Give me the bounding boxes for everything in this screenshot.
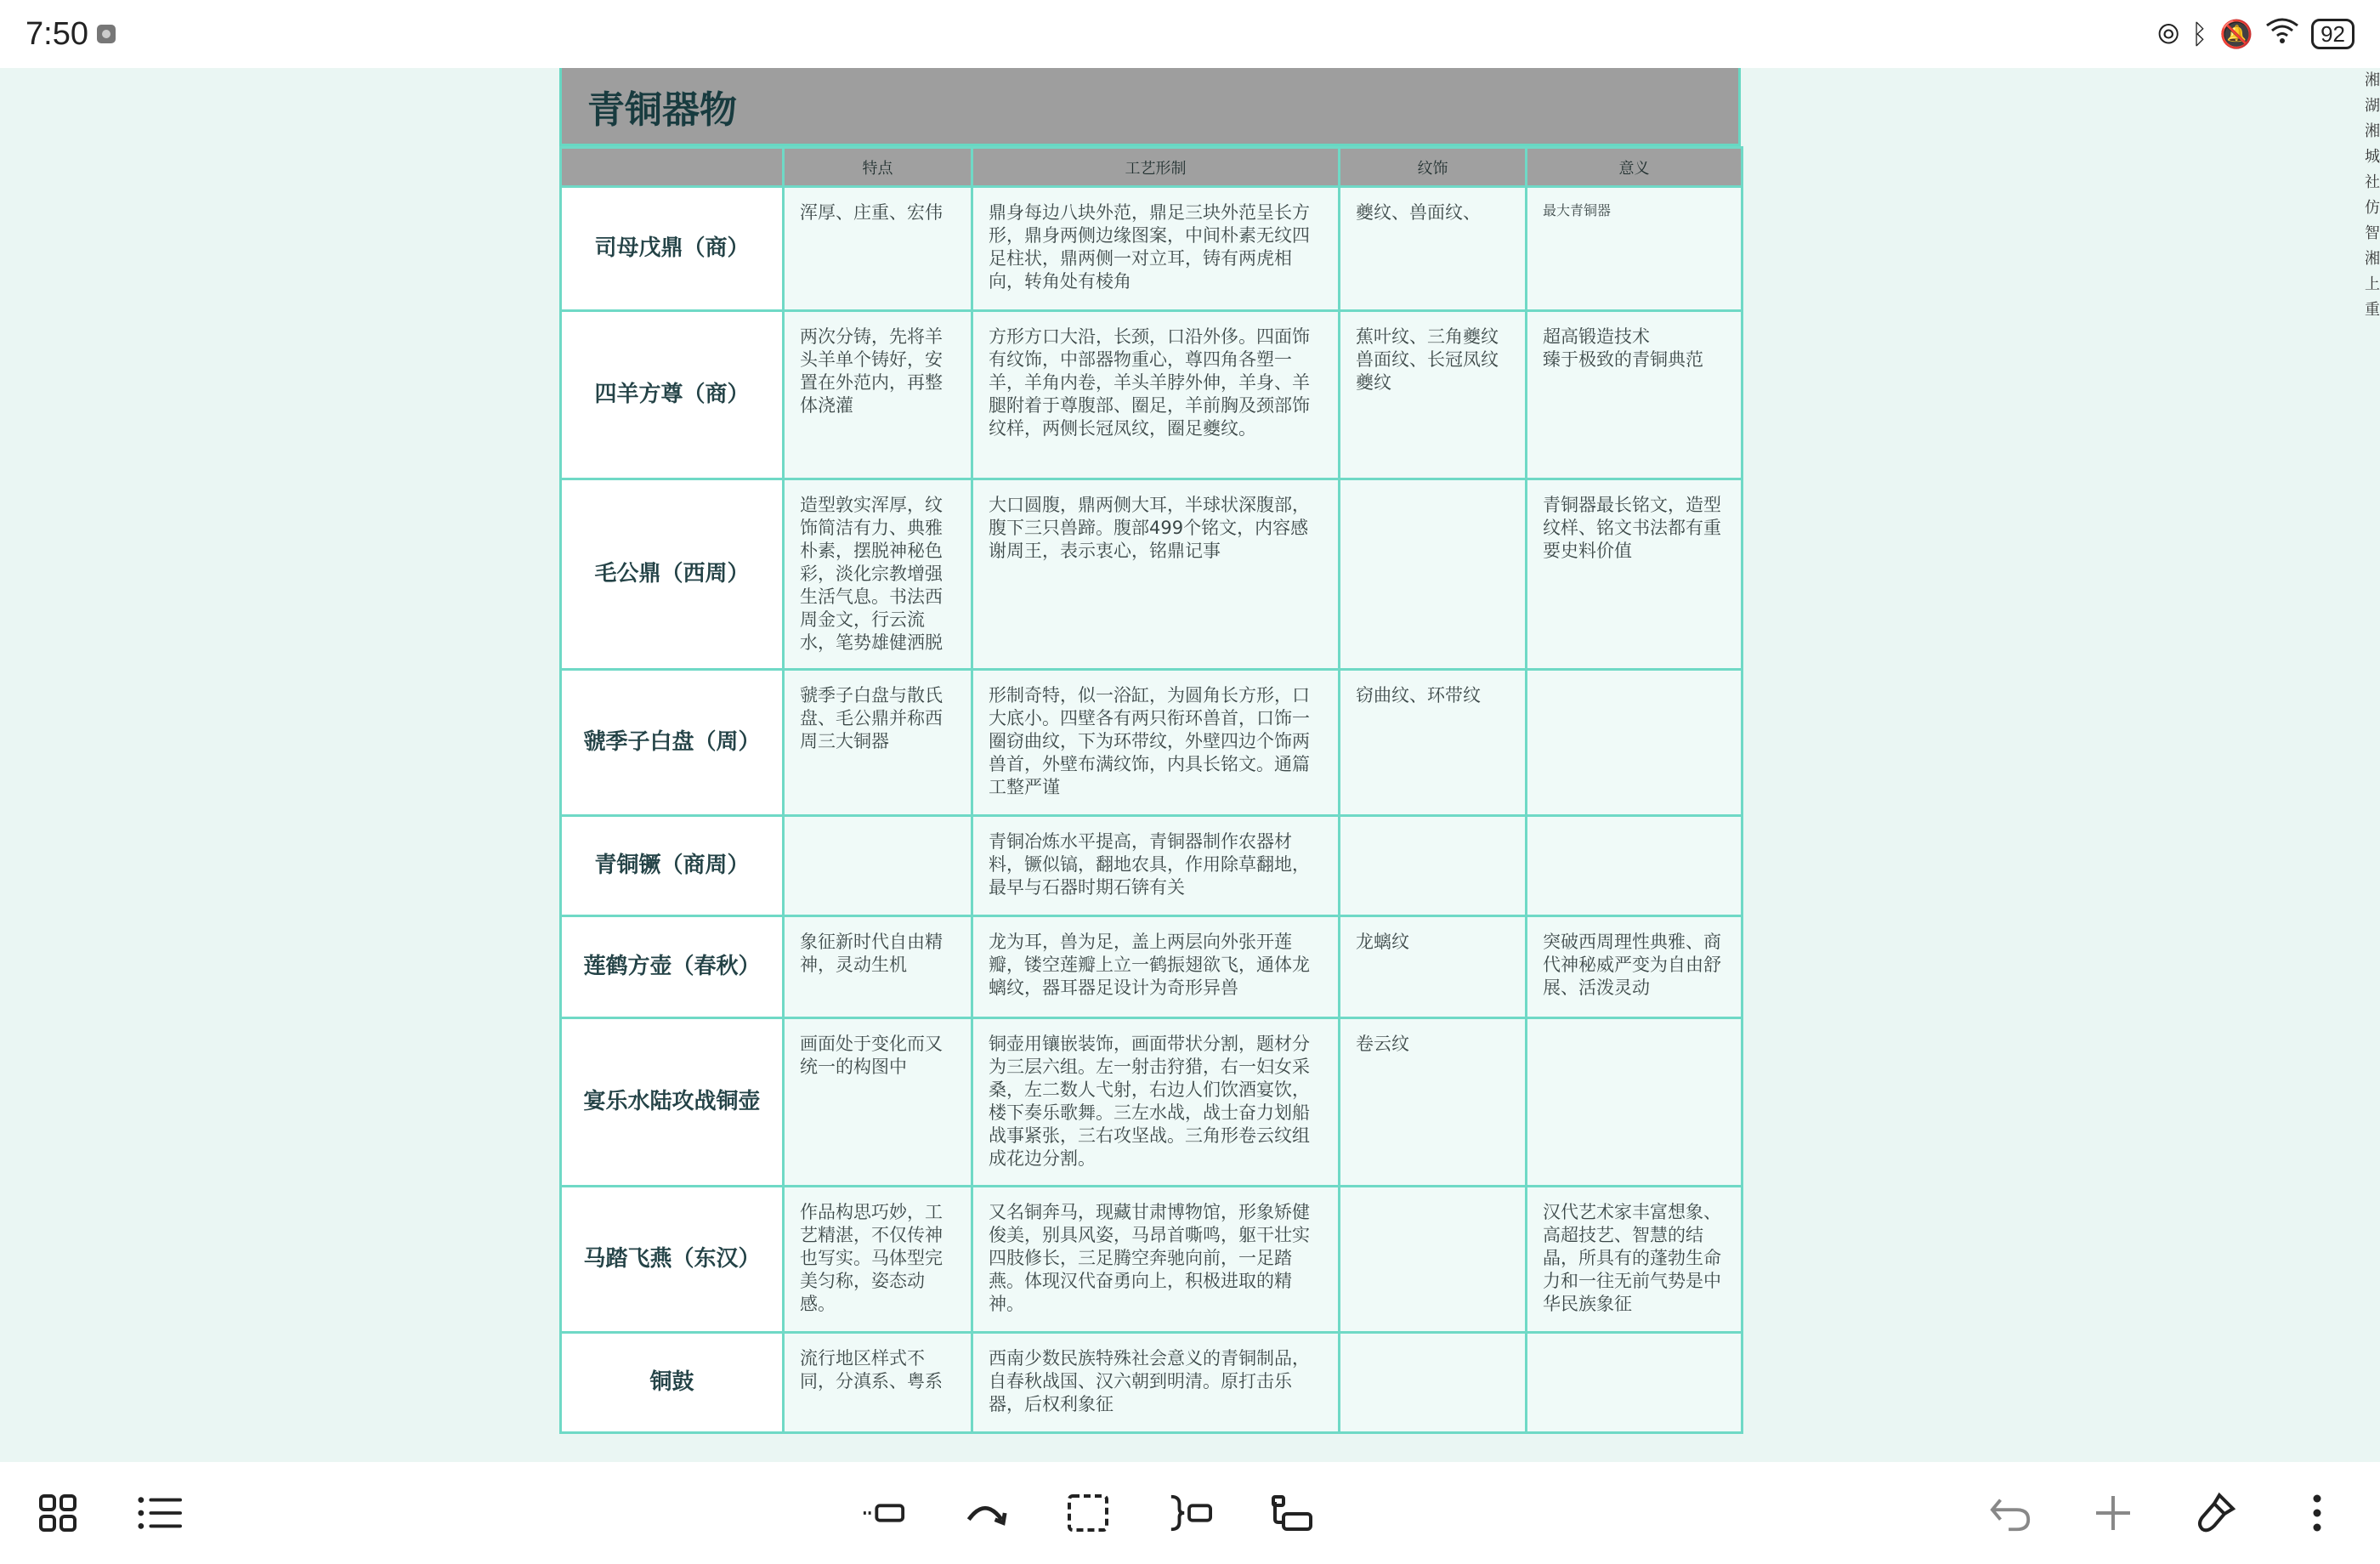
more-icon[interactable] [2295,1491,2339,1535]
row-name-cell[interactable]: 四羊方尊（商） [561,311,784,479]
pattern-cell[interactable]: 蕉叶纹、三角夔纹兽面纹、长冠凤纹夔纹 [1340,311,1527,479]
row-name-cell[interactable]: 青铜镢（商周） [561,816,784,916]
page-title: 青铜器物 [587,88,737,132]
mindmap-canvas[interactable] [0,68,2380,1462]
meaning-cell[interactable]: 突破西周理性典雅、商代神秘威严变为自由舒展、活泼灵动 [1527,916,1742,1018]
pattern-cell[interactable] [1340,1187,1527,1333]
table-row [561,1333,1742,1433]
table-row [561,187,1742,311]
craft-cell[interactable]: 铜壶用镶嵌装饰，画面带状分割，题材分为三层六组。左一射击狩猎，右一妇女采桑，左二数人弋射，右边人们饮酒宴饮，楼下奏乐歌舞。三左水战，战士奋力划船战事紧张，三右攻坚战。三角形卷云纹组成花边分割。 [972,1018,1340,1187]
meaning-cell[interactable] [1527,1333,1742,1433]
pattern-cell[interactable] [1340,479,1527,670]
feature-cell[interactable]: 象征新时代自由精神，灵动生机 [784,916,972,1018]
list-view-icon[interactable] [138,1491,182,1535]
selection-box-icon[interactable] [1066,1491,1110,1535]
meaning-cell[interactable]: 青铜器最长铭文，造型纹样、铭文书法都有重要史料价值 [1527,479,1742,670]
nfc-icon: ⦾ [2157,17,2180,50]
header-cell: 工艺形制 [972,148,1340,187]
feature-cell[interactable]: 画面处于变化而又统一的构图中 [784,1018,972,1187]
table-row [561,916,1742,1018]
pattern-cell[interactable]: 夔纹、兽面纹、 [1340,187,1527,311]
craft-cell[interactable]: 形制奇特，似一浴缸，为圆角长方形，口大底小。四壁各有两只衔环兽首，口饰一圈窃曲纹，下为环带纹，外壁四边个饰两兽首，外壁布满纹饰，内具长铭文。通篇工整严谨 [972,670,1340,816]
mute-icon: 🔕 [2219,18,2254,50]
pattern-cell[interactable]: 龙螭纹 [1340,916,1527,1018]
craft-cell[interactable]: 方形方口大沿，长颈，口沿外侈。四面饰有纹饰，中部器物重心，尊四角各塑一羊，羊角内卷，羊头羊脖外伸，羊身、羊腿附着于尊腹部、圈足，羊前胸及颈部饰纹样，两侧长冠凤纹，圈足夔纹。 [972,311,1340,479]
insert-node-icon[interactable] [862,1491,906,1535]
clock: 7:50 [26,15,88,52]
craft-cell[interactable]: 又名铜奔马，现藏甘肃博物馆，形象矫健俊美，别具风姿，马昂首嘶鸣，躯干壮实四肢修长，三足腾空奔驰向前，一足踏燕。体现汉代奋勇向上，积极进取的精神。 [972,1187,1340,1333]
table-title-bar [559,68,1741,146]
feature-cell[interactable]: 虢季子白盘与散氏盘、毛公鼎并称西周三大铜器 [784,670,972,816]
row-name-cell[interactable]: 虢季子白盘（周） [561,670,784,816]
feature-cell[interactable]: 流行地区样式不同，分滇系、粤系 [784,1333,972,1433]
header-cell: 特点 [784,148,972,187]
craft-cell[interactable]: 青铜冶炼水平提高，青铜器制作农器材料，镢似镐，翻地农具，作用除草翻地，最早与石器时期石锛有关 [972,816,1340,916]
add-icon[interactable] [2091,1491,2135,1535]
wifi-icon [2265,17,2299,51]
feature-cell[interactable]: 造型敦实浑厚，纹饰简洁有力、典雅朴素，摆脱神秘色彩，淡化宗教增强生活气息。书法西周金文，行云流水，笔势雄健洒脱 [784,479,972,670]
row-name-cell[interactable]: 马踏飞燕（东汉） [561,1187,784,1333]
redo-curve-icon[interactable] [964,1491,1008,1535]
row-name-cell[interactable]: 司母戊鼎（商） [561,187,784,311]
feature-cell[interactable] [784,816,972,916]
row-name-cell[interactable]: 铜鼓 [561,1333,784,1433]
feature-cell[interactable]: 浑厚、庄重、宏伟 [784,187,972,311]
pattern-cell[interactable] [1340,816,1527,916]
row-name-cell[interactable]: 莲鹤方壶（春秋） [561,916,784,1018]
craft-cell[interactable]: 西南少数民族特殊社会意义的青铜制品，自春秋战国、汉六朝到明清。原打击乐器，后权利象征 [972,1333,1340,1433]
header-cell: 纹饰 [1340,148,1527,187]
table-row [561,1018,1742,1187]
craft-cell[interactable]: 鼎身每边八块外范，鼎足三块外范呈长方形，鼎身两侧边缘图案，中间朴素无纹四足柱状，鼎两侧一对立耳，铸有两虎相向，转角处有棱角 [972,187,1340,311]
meaning-cell[interactable] [1527,816,1742,916]
craft-cell[interactable]: 大口圆腹，鼎两侧大耳，半球状深腹部，腹下三只兽蹄。腹部499个铭文，内容感谢周王，表示衷心，铭鼎记事 [972,479,1340,670]
pattern-cell[interactable] [1340,1333,1527,1433]
table-row [561,670,1742,816]
bronze-table [559,146,1743,1434]
insert-child-icon[interactable] [1168,1491,1212,1535]
status-bar [0,0,2380,68]
meaning-cell[interactable]: 最大青铜器 [1527,187,1742,311]
undo-icon[interactable] [1989,1491,2033,1535]
bottom-toolbar [0,1462,2380,1564]
meaning-cell[interactable]: 汉代艺术家丰富想象、高超技艺、智慧的结晶，所具有的蓬勃生命力和一往无前气势是中华民族象征 [1527,1187,1742,1333]
table-row [561,1187,1742,1333]
table-row [561,479,1742,670]
feature-cell[interactable]: 两次分铸，先将羊头羊单个铸好，安置在外范内，再整体浇灌 [784,311,972,479]
table-card[interactable] [559,68,1741,1434]
header-cell [561,148,784,187]
insert-sibling-icon[interactable] [1270,1491,1314,1535]
table-row [561,816,1742,916]
header-cell: 意义 [1527,148,1742,187]
table-row [561,311,1742,479]
row-name-cell[interactable]: 宴乐水陆攻战铜壶 [561,1018,784,1187]
table-header-row [561,148,1742,187]
grid-view-icon[interactable] [36,1491,80,1535]
meaning-cell[interactable] [1527,1018,1742,1187]
pattern-cell[interactable]: 卷云纹 [1340,1018,1527,1187]
offscreen-text-strip: 湘 湖 湘 城 社 仿 智 湘 上 重 [2365,71,2380,319]
screen-record-icon [97,25,116,43]
meaning-cell[interactable]: 超高锻造技术 臻于极致的青铜典范 [1527,311,1742,479]
format-brush-icon[interactable] [2193,1491,2237,1535]
battery-icon: 92 [2311,19,2354,49]
pattern-cell[interactable]: 窃曲纹、环带纹 [1340,670,1527,816]
row-name-cell[interactable]: 毛公鼎（西周） [561,479,784,670]
feature-cell[interactable]: 作品构思巧妙，工艺精湛，不仅传神也写实。马体型完美匀称，姿态动感。 [784,1187,972,1333]
meaning-cell[interactable] [1527,670,1742,816]
bluetooth-icon: ᛒ [2191,18,2208,50]
craft-cell[interactable]: 龙为耳，兽为足，盖上两层向外张开莲瓣，镂空莲瓣上立一鹤振翅欲飞，通体龙螭纹，器耳器足设计为奇形异兽 [972,916,1340,1018]
